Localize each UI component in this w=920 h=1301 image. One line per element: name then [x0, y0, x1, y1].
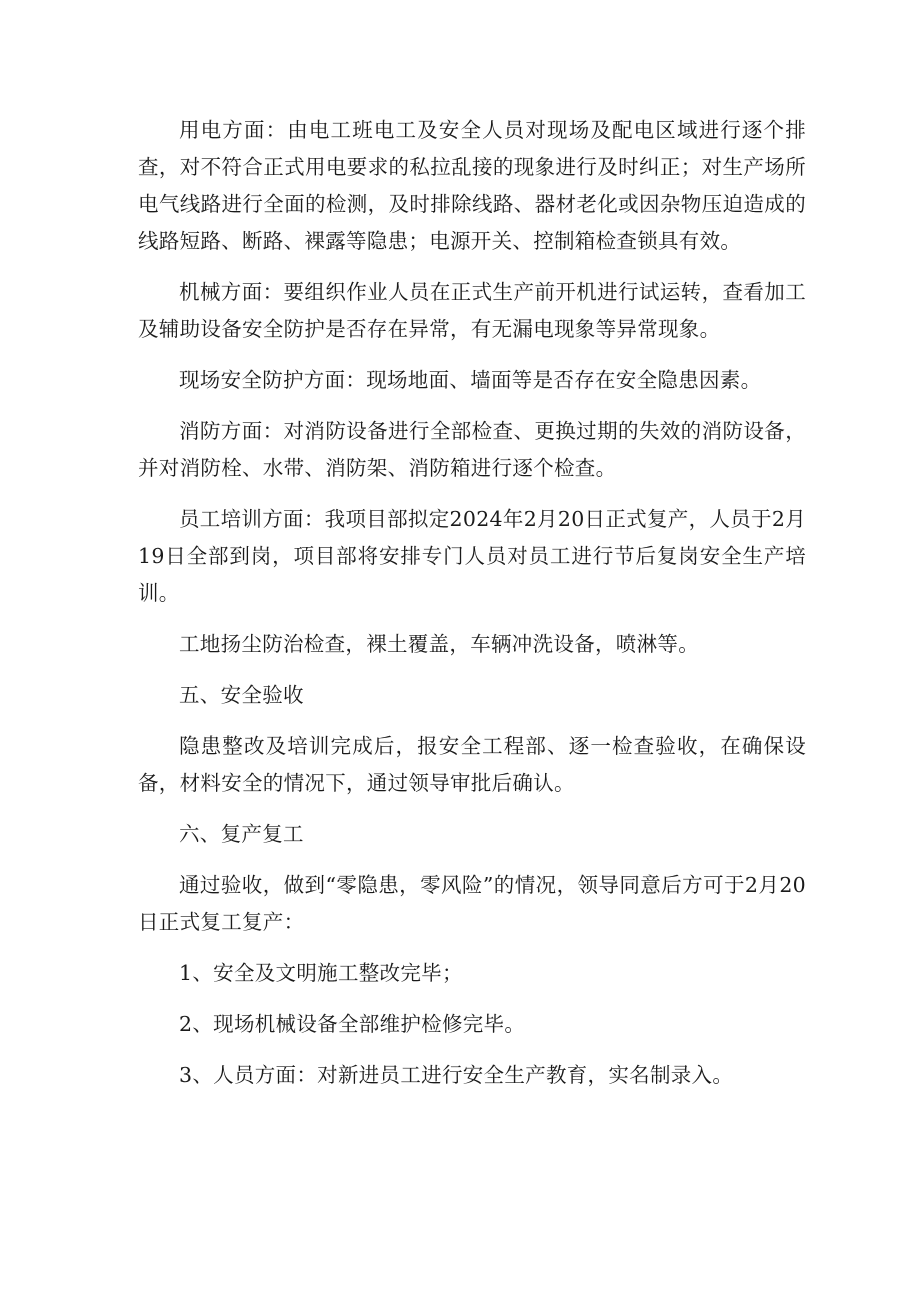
- paragraph-electricity: 用电方面：由电工班电工及安全人员对现场及配电区域进行逐个排查，对不符合正式用电要求的私拉乱接的现象进行及时纠正；对生产场所电气线路进行全面的检测，及时排除线路、器材老化或因杂物压迫造成的线路短路、断路、裸露等隐患；电源开关、控制箱检查锁具有效。: [138, 118, 806, 253]
- document-body: [138, 112, 806, 1108]
- section-heading-resume-work: 六、复产复工: [179, 822, 304, 846]
- paragraph-staff-training: 员工培训方面：我项目部拟定2024年2月20日正式复产，人员于2月19日全部到岗，项目部将安排专门人员对员工进行节后复岗安全生产培训。: [138, 507, 806, 605]
- paragraph-acceptance: 隐患整改及培训完成后，报安全工程部、逐一检查验收，在确保设备，材料安全的情况下，通过领导审批后确认。: [138, 734, 806, 795]
- paragraph-site-protection: 现场安全防护方面：现场地面、墙面等是否存在安全隐患因素。: [179, 368, 762, 392]
- paragraph-dust-control: 工地扬尘防治检查，裸土覆盖，车辆冲洗设备，喷淋等。: [179, 632, 699, 656]
- list-item-3: 3、人员方面：对新进员工进行安全生产教育，实名制录入。: [179, 1063, 734, 1087]
- section-heading-safety-acceptance: 五、安全验收: [179, 683, 304, 707]
- list-item-2: 2、现场机械设备全部维护检修完毕。: [179, 1012, 526, 1036]
- list-item-1: 1、安全及文明施工整改完毕；: [179, 961, 463, 985]
- paragraph-machinery: 机械方面：要组织作业人员在正式生产前开机进行试运转，查看加工及辅助设备安全防护是否存在异常，有无漏电现象等异常现象。: [138, 280, 806, 341]
- paragraph-fire-protection: 消防方面：对消防设备进行全部检查、更换过期的失效的消防设备，并对消防栓、水带、消防架、消防箱进行逐个检查。: [138, 419, 806, 480]
- paragraph-resume-conditions: 通过验收，做到“零隐患，零风险”的情况，领导同意后方可于2月20日正式复工复产：: [138, 873, 806, 934]
